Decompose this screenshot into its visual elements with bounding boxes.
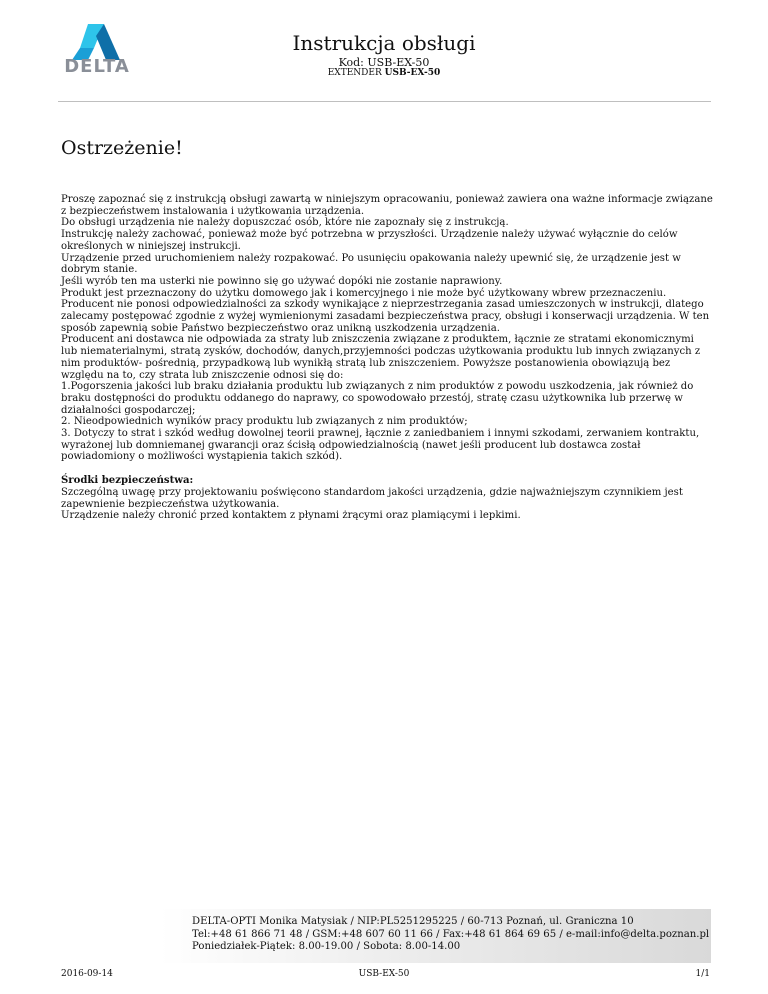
paragraph: Instrukcję należy zachować, ponieważ może być potrzebna w przyszłości. Urządzenie należy używać wyłącznie do celów określonych w niniejszej instrukcji. — [61, 229, 678, 252]
footer-hours-line: Poniedziałek-Piątek: 8.00-19.00 / Sobota: 8.00-14.00 — [192, 941, 461, 952]
spacer — [61, 463, 713, 475]
footer-date: 2016-09-14 — [61, 969, 113, 979]
paragraph: Jeśli wyrób ten ma usterki nie powinno się go używać dopóki nie zostanie naprawiony. — [61, 275, 503, 287]
safety-heading: Środki bezpieczeństwa: — [61, 475, 194, 487]
logo-text: DELTA — [64, 56, 130, 77]
paragraph: Produkt jest przeznaczony do użytku domowego jak i komercyjnego i nie może być użytkowany wbrew przeznaczeniu. — [61, 287, 667, 299]
document-title: Instrukcja obsługi — [292, 31, 476, 55]
paragraph: Urządzenie należy chronić przed kontaktem z płynami żrącymi oraz plamiącymi i lepkimi. — [61, 510, 521, 522]
footer-code: USB-EX-50 — [358, 969, 410, 979]
footer-contact-line: Tel:+48 61 866 71 48 / GSM:+48 607 60 11 66 / Fax:+48 61 864 69 65 / e-mail:info@delta.poznan.pl — [192, 928, 710, 940]
paragraph: 2. Nieodpowiednich wyników pracy produktu lub związanych z nim produktów; — [61, 416, 468, 428]
extender-label: EXTENDER — [327, 68, 382, 78]
footer-contact — [192, 916, 709, 954]
product-subtitle — [0, 68, 768, 79]
extender-code: USB-EX-50 — [384, 68, 441, 78]
page-number: 1/1 — [695, 969, 710, 979]
header-divider — [58, 101, 711, 102]
paragraph: Producent nie ponosi odpowiedzialności za szkody wynikające z nieprzestrzegania zasad umieszczonych w instrukcji, dlatego zalecamy postępować zgodnie z wyżej wymienionymi zasadami bezpieczeństwa pracy, obsługi i konserwacji urządzenia. W ten sposób zapewnią sobie Państwo bezpieczeństwo oraz unikną uszkodzenia urządzenia. — [61, 299, 710, 334]
main-content — [61, 194, 713, 522]
paragraph: 3. Dotyczy to strat i szkód według dowolnej teorii prawnej, łącznie z zaniedbaniem i innymi szkodami, zerwaniem kontraktu, wyrażonej lub domniemanej gwarancji oraz ścisłą odpowiedzialnością (nawet jeśli producent lub dostawca został powiadomiony o możliwości wystąpienia takich szkód). — [61, 428, 700, 463]
paragraph: Szczególną uwagę przy projektowaniu poświęcono standardom jakości urządzenia, gdzie najważniejszym czynnikiem jest zapewnienie bezpieczeństwa użytkowania. — [61, 486, 683, 510]
paragraph: Urządzenie przed uruchomieniem należy rozpakować. Po usunięciu opakowania należy upewnić się, że urządzenie jest w dobrym stanie. — [61, 252, 681, 276]
product-code: Kod: USB-EX-50 — [338, 56, 430, 69]
paragraph: Producent ani dostawca nie odpowiada za straty lub zniszczenia związane z produktem, łącznie ze stratami ekonomicznymi lub niematerialnymi, stratą zysków, dochodów, danych,przyjemności podczas użytkowania produktu lub innych związanych z nim produktów- pośrednią, przypadkową lub wynikłą stratą lub zniszczeniem. Powyższe postanowienia obowiązują bez względu na to, czy strata lub zniszczenie odnosi się do: — [61, 334, 701, 381]
footer-company-line: DELTA-OPTI Monika Matysiak / NIP:PL5251295225 / 60-713 Poznań, ul. Graniczna 10 — [192, 916, 634, 927]
paragraph: Proszę zapoznać się z instrukcją obsługi zawartą w niniejszym opracowaniu, ponieważ zawiera ona ważne informacje związane z bezpieczeństwem instalowania i użytkowania urządzenia. — [61, 194, 713, 217]
warning-heading: Ostrzeżenie! — [61, 137, 183, 159]
paragraph: Do obsługi urządzenia nie należy dopuszczać osób, które nie zapoznały się z instrukcją. — [61, 217, 509, 229]
paragraph: 1.Pogorszenia jakości lub braku działania produktu lub związanych z nim produktów z powodu uszkodzenia, jak również do braku dostępności do produktu oddanego do naprawy, co spowodowało przestój, stratę czasu użytkownika lub przerwę w działalności gospodarczej; — [61, 381, 694, 416]
